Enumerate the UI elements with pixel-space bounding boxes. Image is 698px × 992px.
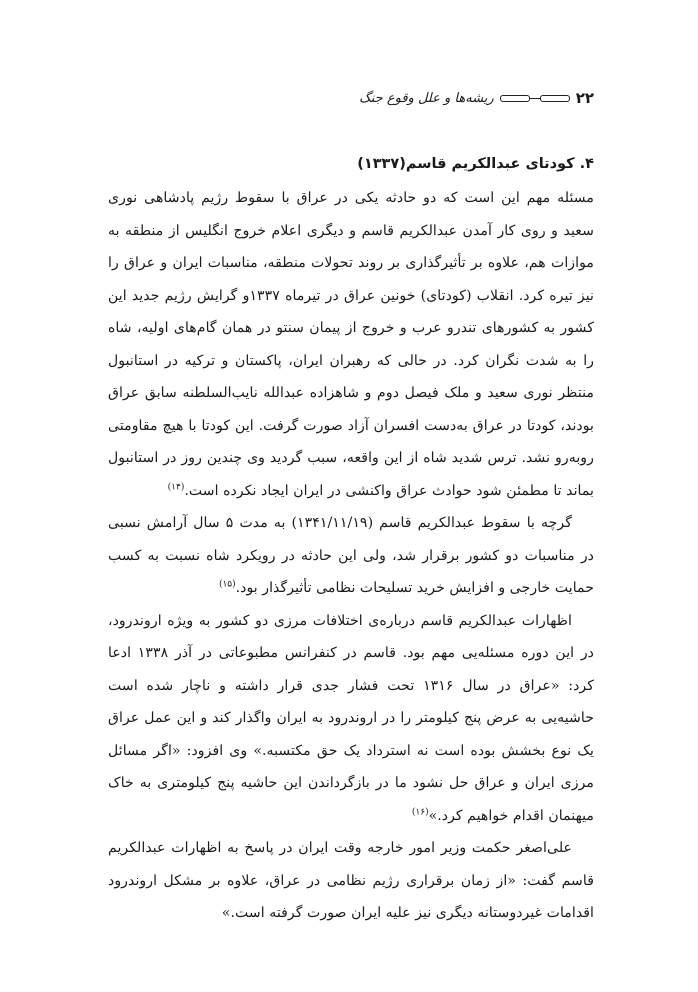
paragraph-text: علی‌اصغر حکمت وزیر امور خارجه وقت ایران در پاسخ به اظهارات عبدالکریم قاسم گفت: «از زمان برقراری رژیم نظامی در عراق، علاوه بر مشکل اروندرود اقدامات غیردوستانه دیگری نیز علیه ایران صورت گرفته است.»	[108, 840, 594, 921]
paragraph-text: مسئله مهم این است که دو حادثه یکی در عراق با سقوط رژیم پادشاهی نوری سعید و روی کار آمدن عبدالکریم قاسم و دیگری اعلام خروج انگلیس از منطقه به موازات هم، علاوه بر تأثیرگذاری بر روند تحولات منطقه، مناسبات ایران و عراق را نیز تیره کرد. انقلاب (کودتای) خونین عراق در تیرماه ۱۳۳۷و گرایش رژیم جدید این کشور به کشورهای تندرو عرب و خروج از پیمان سنتو در همان گام‌های اولیه، شاه را به شدت نگران کرد. در حالی که رهبران ایران، پاکستان و ترکیه در استانبول منتظر نوری سعید و ملک فیصل دوم و شاهزاده عبدالله نایب‌السلطنه سابق عراق بودند، کودتا در عراق به‌دست افسران آزاد صورت گرفت. این کودتا با هیچ مقاومتی روبه‌رو نشد. ترس شدید شاه از این واقعه، سبب گردید وی چندین روز در استانبول بماند تا مطمئن شود حوادث عراق واکنشی در ایران ایجاد نکرده است.	[108, 190, 594, 499]
footnote-ref: (۱۶)	[411, 806, 429, 817]
paragraph-text: اظهارات عبدالکریم قاسم درباره‌ی اختلافات مرزی دو کشور به ویژه اروندرود، در این دوره مسئله‌یی مهم بود. قاسم در کنفرانس مطبوعاتی در آذر ۱۳۳۸ ادعا کرد: «عراق در سال ۱۳۱۶ تحت فشار جدی قرار داشته و ناچار شده است حاشیه‌یی به عرض پنج کیلومتر را در اروندرود به ایران واگذار کند و این عمل عراق یک نوع بخشش بوده است نه استرداد یک حق مکتسبه.» وی افزود: «اگر مسائل مرزی ایران و عراق حل نشود ما در بازگرداندن این حاشیه پنج کیلومتری به خاک میهنمان اقدام خواهیم کرد.»	[108, 612, 594, 824]
footnote-ref: (۱۴)	[167, 481, 185, 492]
page-body	[108, 152, 594, 930]
header-rule-line	[530, 98, 540, 99]
header-rule-box	[540, 95, 570, 102]
header-rule-box	[500, 95, 530, 102]
paragraph	[108, 182, 594, 507]
page-header	[109, 86, 594, 110]
header-ornament-rule	[500, 95, 570, 102]
paragraph-text: گرچه با سقوط عبدالکریم قاسم (۱۳۴۱/۱۱/۱۹) به مدت ۵ سال آرامش نسبی در مناسبات دو کشور برقرار شد، ولی این حادثه در رویکرد شاه نسبت به کسب حمایت خارجی و افزایش خرید تسلیحات نظامی تأثیرگذار بود.	[108, 515, 594, 596]
paragraph	[108, 832, 594, 930]
running-title: ریشه‌ها و علل وقوع جنگ	[359, 90, 494, 106]
page-number: ۲۲	[575, 89, 594, 107]
footnote-ref: (۱۵)	[218, 579, 236, 590]
section-heading: ۴. کودتای عبدالکریم قاسم(۱۳۳۷)	[357, 156, 594, 172]
paragraph	[108, 605, 594, 833]
paragraph	[108, 507, 594, 605]
